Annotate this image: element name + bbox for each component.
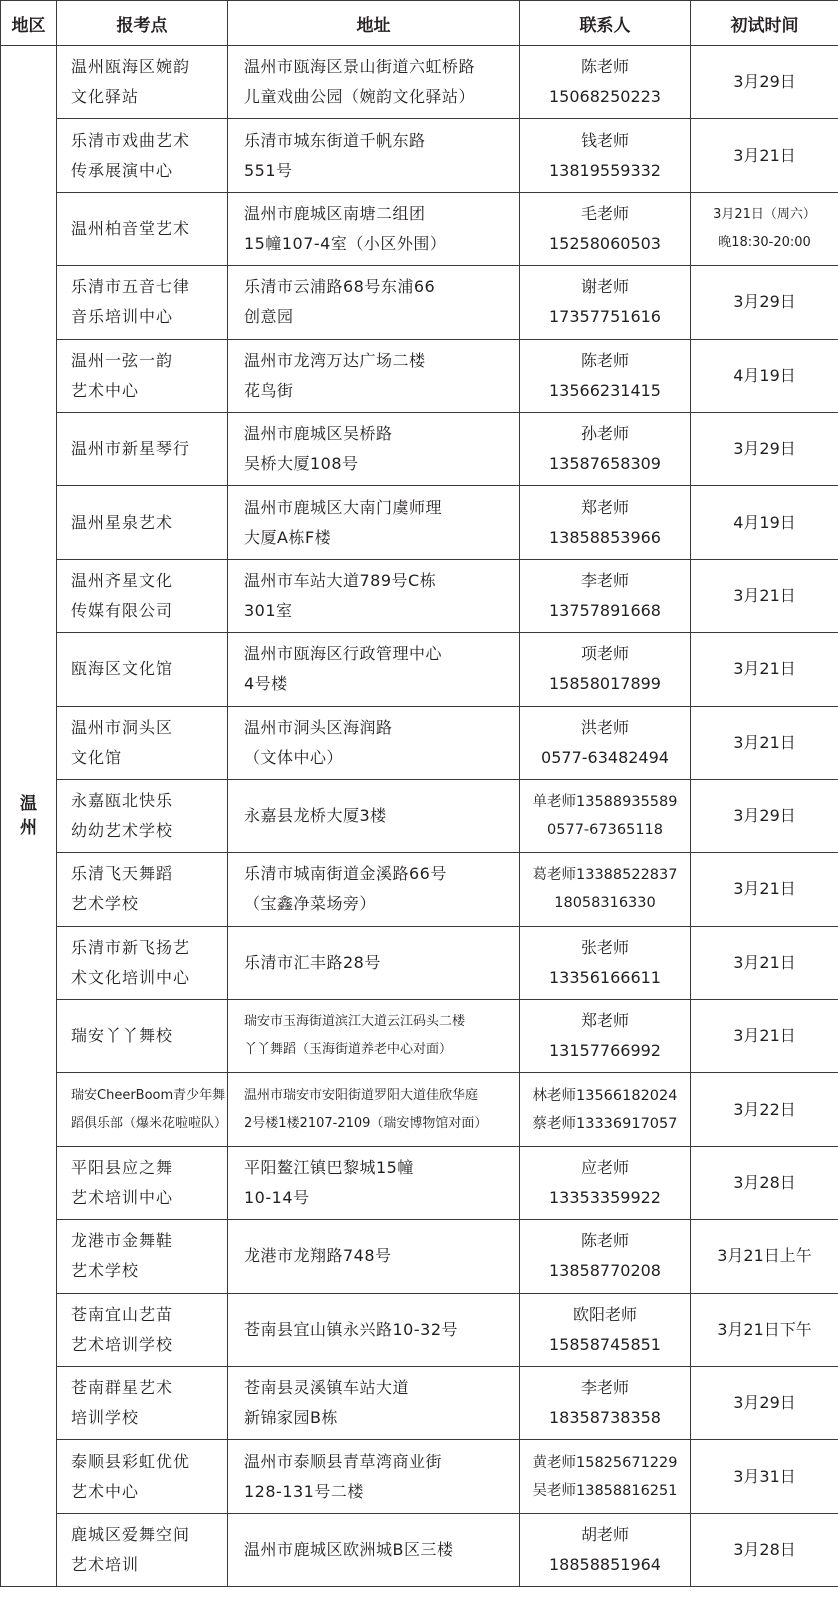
address-cell: 苍南县灵溪镇车站大道 新锦家园B栋 xyxy=(228,1367,520,1440)
table-row xyxy=(1,339,838,412)
exam-date-cell: 3月21日下午 xyxy=(691,1293,838,1366)
exam-date-cell: 3月29日 xyxy=(691,266,838,339)
table-row xyxy=(1,706,838,779)
region-label: 温州 xyxy=(20,794,37,839)
venue-name-cell: 温州星泉艺术 xyxy=(57,486,228,559)
table-row xyxy=(1,853,838,926)
venue-name-cell: 泰顺县彩虹优优 艺术中心 xyxy=(57,1440,228,1513)
contact-cell: 欧阳老师 15858745851 xyxy=(520,1293,691,1366)
table-row xyxy=(1,926,838,999)
table-row xyxy=(1,266,838,339)
address-cell: 温州市瓯海区景山街道六虹桥路 儿童戏曲公园（婉韵文化驿站） xyxy=(228,46,520,119)
contact-cell: 孙老师 13587658309 xyxy=(520,412,691,485)
table-row xyxy=(1,559,838,632)
address-cell: 苍南县宜山镇永兴路10-32号 xyxy=(228,1293,520,1366)
contact-cell: 张老师 13356166611 xyxy=(520,926,691,999)
contact-cell: 项老师 15858017899 xyxy=(520,633,691,706)
address-cell: 龙港市龙翔路748号 xyxy=(228,1220,520,1293)
header-address: 地址 xyxy=(228,1,520,46)
exam-date-cell: 4月19日 xyxy=(691,486,838,559)
address-cell: 温州市洞头区海润路 （文体中心） xyxy=(228,706,520,779)
exam-date-cell: 3月28日 xyxy=(691,1513,838,1586)
address-cell: 温州市瓯海区行政管理中心 4号楼 xyxy=(228,633,520,706)
address-cell: 瑞安市玉海街道滨江大道云江码头二楼 丫丫舞蹈（玉海街道养老中心对面） xyxy=(228,1000,520,1073)
venue-name-cell: 苍南宜山艺苗 艺术培训学校 xyxy=(57,1293,228,1366)
contact-cell: 李老师 13757891668 xyxy=(520,559,691,632)
table-row xyxy=(1,1293,838,1366)
address-cell: 温州市瑞安市安阳街道罗阳大道佳欣华庭 2号楼1楼2107-2109（瑞安博物馆对面） xyxy=(228,1073,520,1146)
venue-name-cell: 乐清市五音七律 音乐培训中心 xyxy=(57,266,228,339)
address-cell: 平阳鳌江镇巴黎城15幢 10-14号 xyxy=(228,1146,520,1219)
contact-cell: 洪老师 0577-63482494 xyxy=(520,706,691,779)
contact-cell: 单老师13588935589 0577-67365118 xyxy=(520,779,691,852)
header-row xyxy=(1,1,838,46)
venue-name-cell: 瑞安CheerBoom青少年舞 蹈俱乐部（爆米花啦啦队） xyxy=(57,1073,228,1146)
exam-date-cell: 3月29日 xyxy=(691,779,838,852)
venue-name-cell: 苍南群星艺术 培训学校 xyxy=(57,1367,228,1440)
venue-name-cell: 平阳县应之舞 艺术培训中心 xyxy=(57,1146,228,1219)
venue-name-cell: 瓯海区文化馆 xyxy=(57,633,228,706)
contact-cell: 谢老师 17357751616 xyxy=(520,266,691,339)
table-row xyxy=(1,779,838,852)
exam-date-cell: 3月21日 xyxy=(691,119,838,192)
venue-name-cell: 温州柏音堂艺术 xyxy=(57,192,228,265)
table-row xyxy=(1,192,838,265)
table-row xyxy=(1,1000,838,1073)
table-row xyxy=(1,1220,838,1293)
contact-cell: 胡老师 18858851964 xyxy=(520,1513,691,1586)
address-cell: 温州市鹿城区吴桥路 吴桥大厦108号 xyxy=(228,412,520,485)
exam-date-cell: 3月21日 xyxy=(691,1000,838,1073)
address-cell: 乐清市云浦路68号东浦66 创意园 xyxy=(228,266,520,339)
table-row xyxy=(1,1513,838,1586)
address-cell: 乐清市城东街道千帆东路 551号 xyxy=(228,119,520,192)
address-cell: 温州市鹿城区大南门虞师理 大厦A栋F楼 xyxy=(228,486,520,559)
table-row xyxy=(1,1146,838,1219)
venue-name-cell: 温州市洞头区 文化馆 xyxy=(57,706,228,779)
exam-date-cell: 3月31日 xyxy=(691,1440,838,1513)
table-row xyxy=(1,1367,838,1440)
table-row xyxy=(1,1440,838,1513)
venue-name-cell: 温州齐星文化 传媒有限公司 xyxy=(57,559,228,632)
exam-date-cell: 3月29日 xyxy=(691,1367,838,1440)
table-row xyxy=(1,633,838,706)
header-exam-date: 初试时间 xyxy=(691,1,838,46)
table-row xyxy=(1,412,838,485)
contact-cell: 陈老师 13858770208 xyxy=(520,1220,691,1293)
header-venue: 报考点 xyxy=(57,1,228,46)
exam-date-cell: 3月21日 xyxy=(691,853,838,926)
address-cell: 温州市鹿城区欧洲城B区三楼 xyxy=(228,1513,520,1586)
contact-cell: 陈老师 15068250223 xyxy=(520,46,691,119)
venue-name-cell: 温州市新星琴行 xyxy=(57,412,228,485)
exam-date-cell: 3月29日 xyxy=(691,412,838,485)
venue-name-cell: 瑞安丫丫舞校 xyxy=(57,1000,228,1073)
venue-name-cell: 乐清市新飞扬艺 术文化培训中心 xyxy=(57,926,228,999)
address-cell: 温州市车站大道789号C栋 301室 xyxy=(228,559,520,632)
contact-cell: 钱老师 13819559332 xyxy=(520,119,691,192)
exam-date-cell: 3月21日上午 xyxy=(691,1220,838,1293)
venue-name-cell: 乐清市戏曲艺术 传承展演中心 xyxy=(57,119,228,192)
exam-date-cell: 4月19日 xyxy=(691,339,838,412)
table-row xyxy=(1,119,838,192)
contact-cell: 林老师13566182024 蔡老师13336917057 xyxy=(520,1073,691,1146)
exam-date-cell: 3月21日 xyxy=(691,706,838,779)
venue-name-cell: 温州瓯海区婉韵 文化驿站 xyxy=(57,46,228,119)
contact-cell: 郑老师 13858853966 xyxy=(520,486,691,559)
region-cell xyxy=(1,46,57,1587)
venue-name-cell: 温州一弦一韵 艺术中心 xyxy=(57,339,228,412)
contact-cell: 陈老师 13566231415 xyxy=(520,339,691,412)
address-cell: 乐清市城南街道金溪路66号 （宝鑫净菜场旁） xyxy=(228,853,520,926)
exam-date-cell: 3月21日（周六） 晚18:30-20:00 xyxy=(691,192,838,265)
contact-cell: 郑老师 13157766992 xyxy=(520,1000,691,1073)
exam-date-cell: 3月21日 xyxy=(691,559,838,632)
contact-cell: 应老师 13353359922 xyxy=(520,1146,691,1219)
table-row xyxy=(1,486,838,559)
exam-date-cell: 3月29日 xyxy=(691,46,838,119)
contact-cell: 李老师 18358738358 xyxy=(520,1367,691,1440)
address-cell: 温州市泰顺县青草湾商业街 128-131号二楼 xyxy=(228,1440,520,1513)
exam-date-cell: 3月21日 xyxy=(691,926,838,999)
address-cell: 温州市龙湾万达广场二楼 花鸟街 xyxy=(228,339,520,412)
venue-name-cell: 永嘉瓯北快乐 幼幼艺术学校 xyxy=(57,779,228,852)
table-row xyxy=(1,46,838,119)
table-body xyxy=(1,46,838,1587)
contact-cell: 黄老师15825671229 吴老师13858816251 xyxy=(520,1440,691,1513)
exam-date-cell: 3月22日 xyxy=(691,1073,838,1146)
venue-name-cell: 龙港市金舞鞋 艺术学校 xyxy=(57,1220,228,1293)
venue-name-cell: 鹿城区爱舞空间 艺术培训 xyxy=(57,1513,228,1586)
exam-date-cell: 3月28日 xyxy=(691,1146,838,1219)
address-cell: 温州市鹿城区南塘二组团 15幢107-4室（小区外围） xyxy=(228,192,520,265)
address-cell: 永嘉县龙桥大厦3楼 xyxy=(228,779,520,852)
venue-name-cell: 乐清飞天舞蹈 艺术学校 xyxy=(57,853,228,926)
address-cell: 乐清市汇丰路28号 xyxy=(228,926,520,999)
contact-cell: 毛老师 15258060503 xyxy=(520,192,691,265)
table-row xyxy=(1,1073,838,1146)
contact-cell: 葛老师13388522837 18058316330 xyxy=(520,853,691,926)
exam-date-cell: 3月21日 xyxy=(691,633,838,706)
header-region: 地区 xyxy=(1,1,57,46)
header-contact: 联系人 xyxy=(520,1,691,46)
